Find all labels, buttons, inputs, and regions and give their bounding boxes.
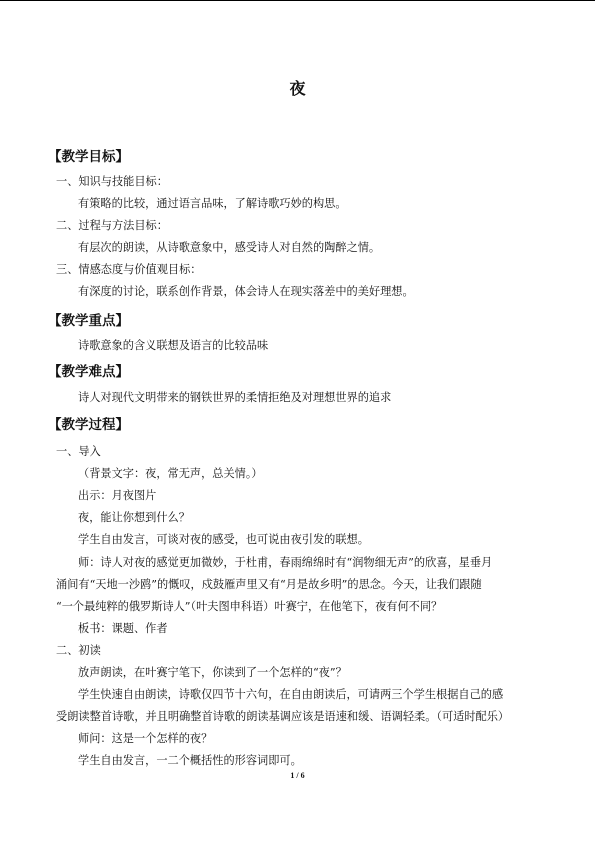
process-line: 涌间有“天地一沙鸥”的慨叹，戍鼓雁声里又有“月是故乡明”的思念。今天，让我们跟随	[56, 578, 482, 591]
goal-line: 有层次的朗读，从诗歌意象中，感受诗人对自然的陶醉之情。	[78, 241, 381, 254]
page-indicator: 1 / 6	[290, 771, 305, 780]
process-line: 受朗读整首诗歌，并且明确整首诗歌的朗读基调应该是语速和缓、语调轻柔。（可适时配乐）	[56, 710, 510, 723]
process-line: 出示：月夜图片	[78, 489, 157, 502]
key-points-text: 诗歌意象的含义联想及语言的比较品味	[78, 339, 269, 352]
process-line: 板书：课题、作者	[78, 622, 168, 635]
process-line: “一个最纯粹的俄罗斯诗人”（叶夫图申科语）叶赛宁，在他笔下，夜有何不同？	[56, 600, 443, 613]
process-line: 学生自由发言，可谈对夜的感受，也可说由夜引发的联想。	[78, 533, 369, 546]
section-heading-difficulties: 【教学难点】	[48, 364, 129, 380]
goal-line: 有策略的比较，通过语言品味，了解诗歌巧妙的构思。	[78, 197, 347, 210]
process-line: 学生快速自由朗读，诗歌仅四节十六句，在自由朗读后，可请两三个学生根据自己的感	[78, 688, 504, 701]
goal-line: 三、情感态度与价值观目标：	[56, 263, 202, 276]
process-line: 师：诗人对夜的感觉更加微妙，于杜甫，春雨绵绵时有“润物细无声”的欣喜，星垂月	[78, 556, 493, 569]
section-heading-process: 【教学过程】	[48, 417, 129, 433]
goal-line: 有深度的讨论，联系创作背景，体会诗人在现实落差中的美好理想。	[78, 285, 414, 298]
process-line: 师问：这是一个怎样的夜？	[78, 732, 213, 745]
process-line: 学生自由发言，一二个概括性的形容词即可。	[78, 754, 302, 767]
process-line: 二、初读	[56, 644, 101, 657]
section-heading-key-points: 【教学重点】	[48, 313, 129, 329]
goal-line: 二、过程与方法目标：	[56, 219, 168, 232]
process-line: 夜，能让你想到什么？	[78, 511, 190, 524]
difficulties-text: 诗人对现代文明带来的钢铁世界的柔情拒绝及对理想世界的追求	[78, 391, 392, 404]
process-line: （背景文字：夜，常无声，总关情。）	[78, 467, 263, 480]
process-line: 一、导入	[56, 445, 101, 458]
goal-line: 一、知识与技能目标：	[56, 175, 168, 188]
page-title: 夜	[289, 79, 306, 98]
process-line: 放声朗读，在叶赛宁笔下，你读到了一个怎样的“夜”？	[78, 666, 347, 679]
section-heading-goals: 【教学目标】	[48, 149, 129, 165]
